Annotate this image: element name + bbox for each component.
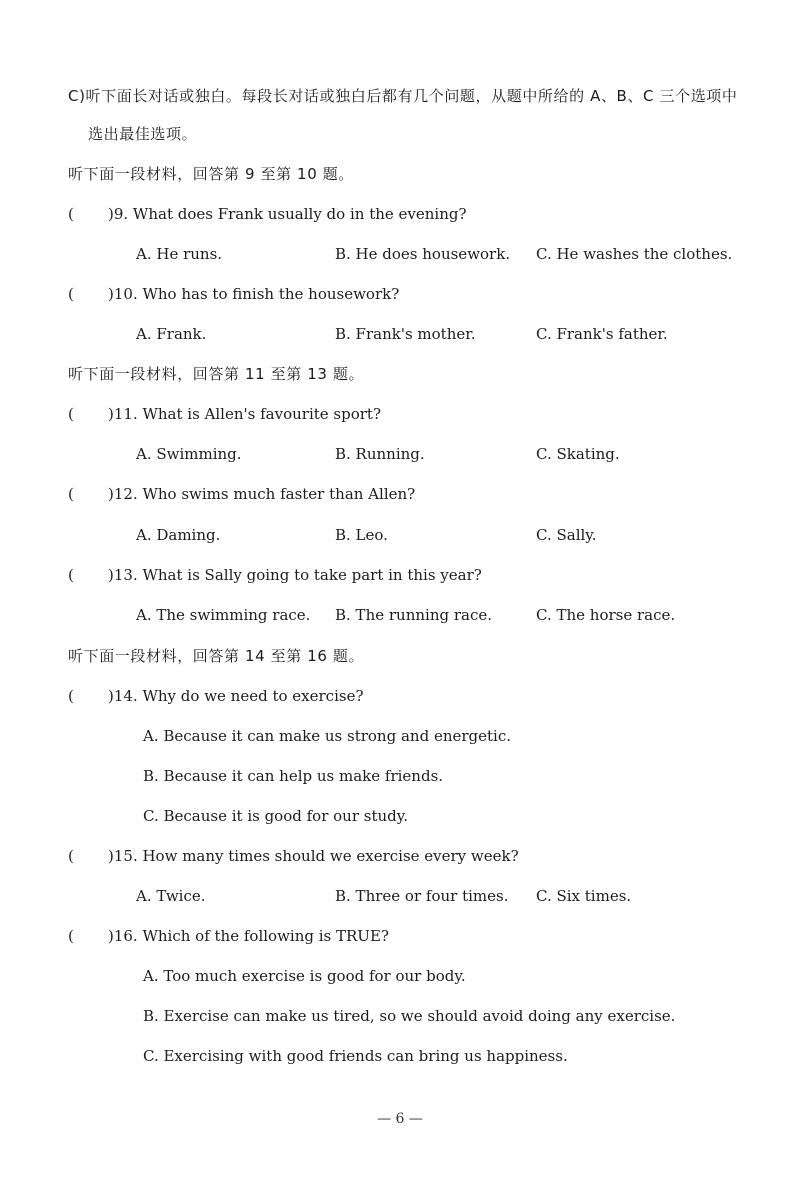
- option-11-a: A. Swimming.: [136, 445, 242, 463]
- option-11-b: B. Running.: [335, 445, 425, 463]
- answer-blank[interactable]: (: [68, 405, 74, 423]
- option-15-b: B. Three or four times.: [335, 887, 509, 905]
- instruction-line-2: 选出最佳选项。: [88, 125, 198, 143]
- option-13-b: B. The running race.: [335, 606, 493, 624]
- option-16-b: B. Exercise can make us tired, so we should avoid doing any exercise.: [143, 1007, 676, 1025]
- option-12-c: C. Sally.: [536, 526, 597, 544]
- option-16-a: A. Too much exercise is good for our body.: [143, 967, 466, 985]
- answer-blank[interactable]: (: [68, 566, 74, 584]
- question-text: )15. How many times should we exercise every week?: [108, 847, 519, 865]
- option-10-a: A. Frank.: [136, 325, 207, 343]
- option-14-a: A. Because it can make us strong and energetic.: [143, 727, 511, 745]
- option-16-c: C. Exercising with good friends can bring us happiness.: [143, 1047, 568, 1065]
- option-12-a: A. Daming.: [136, 526, 221, 544]
- question-text: )16. Which of the following is TRUE?: [108, 927, 389, 945]
- section-heading-3: 听下面一段材料，回答第 14 至第 16 题。: [68, 647, 365, 665]
- question-12: [68, 484, 415, 504]
- answer-blank[interactable]: (: [68, 927, 74, 945]
- section-heading-2: 听下面一段材料，回答第 11 至第 13 题。: [68, 365, 365, 383]
- question-11: [68, 404, 381, 424]
- answer-blank[interactable]: (: [68, 847, 74, 865]
- answer-blank[interactable]: (: [68, 687, 74, 705]
- page-number: — 6 —: [377, 1111, 423, 1127]
- option-15-a: A. Twice.: [136, 887, 206, 905]
- option-12-b: B. Leo.: [335, 526, 388, 544]
- question-16: [68, 926, 389, 946]
- option-10-b: B. Frank's mother.: [335, 325, 476, 343]
- option-13-c: C. The horse race.: [536, 606, 676, 624]
- option-13-a: A. The swimming race.: [136, 606, 311, 624]
- option-9-b: B. He does housework.: [335, 245, 511, 263]
- question-9: [68, 204, 467, 224]
- option-9-a: A. He runs.: [136, 245, 223, 263]
- option-11-c: C. Skating.: [536, 445, 620, 463]
- answer-blank[interactable]: (: [68, 485, 74, 503]
- question-text: )14. Why do we need to exercise?: [108, 687, 364, 705]
- question-text: )10. Who has to finish the housework?: [108, 285, 400, 303]
- question-14: [68, 686, 364, 706]
- instruction-line-1: C)听下面长对话或独白。每段长对话或独白后都有几个问题，从题中所给的 A、B、C 三个选项中: [68, 87, 738, 105]
- question-13: [68, 565, 482, 585]
- option-15-c: C. Six times.: [536, 887, 632, 905]
- option-14-b: B. Because it can help us make friends.: [143, 767, 444, 785]
- option-14-c: C. Because it is good for our study.: [143, 807, 409, 825]
- answer-blank[interactable]: (: [68, 205, 74, 223]
- question-15: [68, 846, 519, 866]
- section-heading-1: 听下面一段材料，回答第 9 至第 10 题。: [68, 165, 354, 183]
- question-10: [68, 284, 399, 304]
- answer-blank[interactable]: (: [68, 285, 74, 303]
- question-text: )12. Who swims much faster than Allen?: [108, 485, 416, 503]
- option-10-c: C. Frank's father.: [536, 325, 668, 343]
- option-9-c: C. He washes the clothes.: [536, 245, 733, 263]
- question-text: )11. What is Allen's favourite sport?: [108, 405, 381, 423]
- question-text: )9. What does Frank usually do in the evening?: [108, 205, 467, 223]
- question-text: )13. What is Sally going to take part in this year?: [108, 566, 482, 584]
